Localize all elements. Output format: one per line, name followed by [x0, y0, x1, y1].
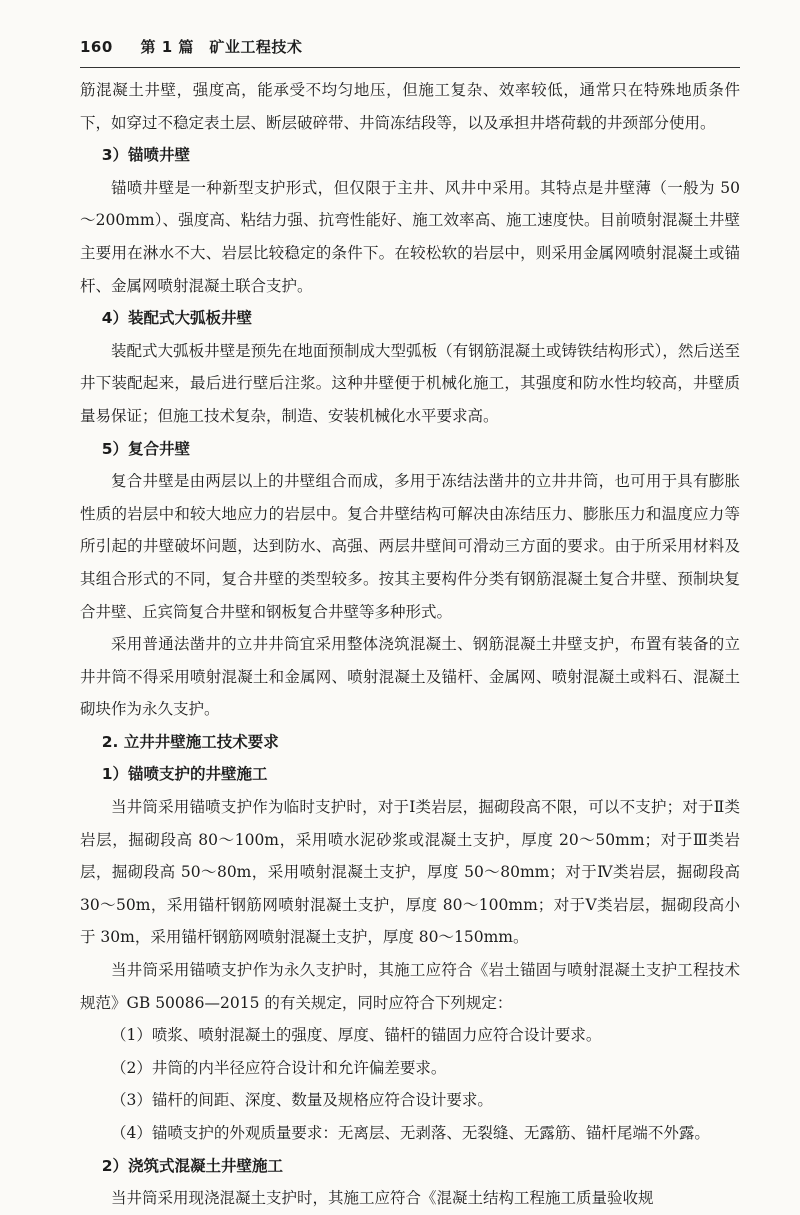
section-heading: 4）装配式大弧板井壁 — [101, 309, 252, 328]
list-item: （3）锚杆的间距、深度、数量及规格应符合设计要求。 — [111, 1091, 493, 1110]
paragraph: 复合井壁是由两层以上的井壁组合而成，多用于冻结法凿井的立井井筒，也可用于具有膨胀性质的岩层中和较大地应力的岩层中。复合井壁结构可解决由冻结压力、膨胀压力和温度应力等所引起的井壁破坏问题，达到防水、高强、两层井壁间可滑动三方面的要求。由于所采用材料及其组合形式的不同，复合井壁的类型较多。按其主要构件分类有钢筋混凝土复合井壁、预制块复合井壁、丘宾筒复合井壁和钢板复合井壁等多种形式。 — [80, 472, 740, 621]
section-heading: 1）锚喷支护的井壁施工 — [101, 765, 268, 784]
page-content — [80, 74, 740, 1215]
paragraph: 采用普通法凿井的立井井筒宜采用整体浇筑混凝土、钢筋混凝土井壁支护，布置有装备的立井井筒不得采用喷射混凝土和金属网、喷射混凝土及锚杆、金属网、喷射混凝土或料石、混凝土砌块作为永久支护。 — [80, 635, 740, 719]
paragraph: 当井筒采用现浇混凝土支护时，其施工应符合《混凝土结构工程施工质量验收规 — [111, 1189, 654, 1208]
paragraph: 装配式大弧板井壁是预先在地面预制成大型弧板（有钢筋混凝土或铸铁结构形式），然后送至井下装配起来，最后进行壁后注浆。这种井壁便于机械化施工，其强度和防水性均较高，井壁质量易保证；但施工技术复杂，制造、安装机械化水平要求高。 — [80, 341, 740, 425]
list-item: （4）锚喷支护的外观质量要求：无离层、无剥落、无裂缝、无露筋、锚杆尾端不外露。 — [111, 1124, 710, 1142]
section-heading: 2）浇筑式混凝土井壁施工 — [101, 1156, 283, 1175]
page-number: 160 — [80, 38, 113, 56]
header-rule — [80, 67, 740, 68]
paragraph: 锚喷井壁是一种新型支护形式，但仅限于主井、风井中采用。其特点是井壁薄（一般为 50～200mm）、强度高、粘结力强、抗弯性能好、施工效率高、施工速度快。目前喷射混凝土井壁主要用在淋水不大、岩层比较稳定的条件下。在较松软的岩层中，则采用金属网喷射混凝土或锚杆、金属网喷射混凝土联合支护。 — [80, 178, 740, 295]
page-header — [80, 36, 740, 57]
paragraph: 筋混凝土井壁，强度高，能承受不均匀地压，但施工复杂、效率较低，通常只在特殊地质条件下，如穿过不稳定表土层、断层破碎带、井筒冻结段等，以及承担井塔荷载的井颈部分使用。 — [80, 81, 740, 132]
section-heading: 2. 立井井壁施工技术要求 — [101, 732, 279, 751]
paragraph: 当井筒采用锚喷支护作为永久支护时，其施工应符合《岩土锚固与喷射混凝土支护工程技术规范》GB 50086—2015 的有关规定，同时应符合下列规定： — [80, 961, 740, 1012]
section-heading: 5）复合井壁 — [101, 439, 190, 458]
list-item: （1）喷浆、喷射混凝土的强度、厚度、锚杆的锚固力应符合设计要求。 — [111, 1026, 602, 1045]
section-heading: 3）锚喷井壁 — [101, 146, 190, 165]
list-item: （2）井筒的内半径应符合设计和允许偏差要求。 — [111, 1058, 447, 1077]
chapter-title: 第 1 篇 矿业工程技术 — [140, 38, 303, 56]
paragraph: 当井筒采用锚喷支护作为临时支护时，对于Ⅰ类岩层，掘砌段高不限，可以不支护；对于Ⅱ类岩层，掘砌段高 80～100m，采用喷水泥砂浆或混凝土支护，厚度 20～50mm；对于Ⅲ类岩层，掘砌段高 50～80m，采用喷射混凝土支护，厚度 50～80mm；对于Ⅳ类岩层，掘砌段高 30～50m，采用锚杆钢筋网喷射混凝土支护，厚度 80～100mm；对于Ⅴ类岩层，掘砌段高小于 30m，采用锚杆钢筋网喷射混凝土支护，厚度 80～150mm。 — [80, 798, 740, 947]
